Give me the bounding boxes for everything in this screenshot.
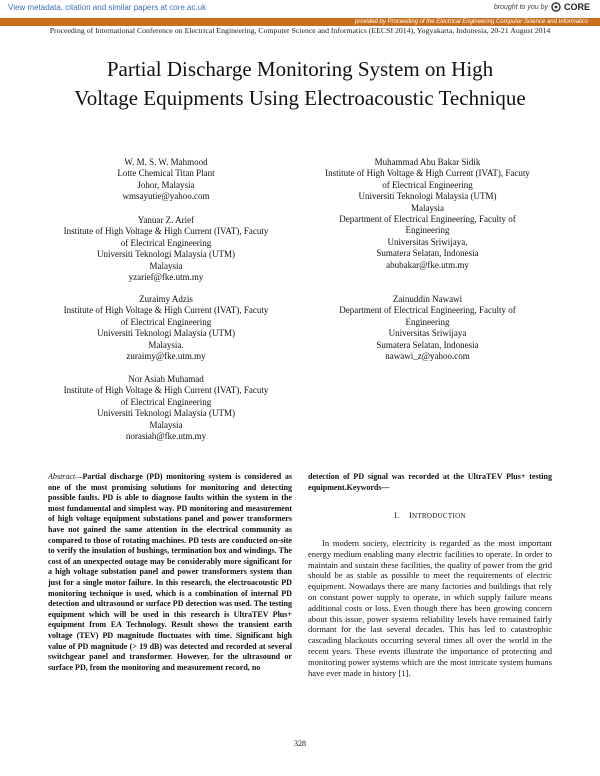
abstract <box>48 472 292 673</box>
author-line: of Electrical Engineering <box>120 237 212 248</box>
section-heading <box>308 511 552 520</box>
author-line: Universiti Teknologi Malaysia (UTM) <box>97 249 235 260</box>
author-line: W. M. S. W. Mahmood <box>124 157 208 167</box>
author-line: Malaysia <box>149 419 183 430</box>
author-line: of Electrical Engineering <box>120 396 212 407</box>
author-line: Institute of High Voltage & High Current (IVAT), Facuty <box>325 168 530 179</box>
core-badge[interactable] <box>494 2 590 12</box>
author-line: of Electrical Engineering <box>382 179 473 190</box>
introduction-paragraph: In modern society, electricity is regarded as the most important energy medium enabling many electric facilities to operate. In order to maintain and sustain these facilities, the quality of power from the grid should be as stable as possible to meet the requirements of electric equipment. Nowadays there are many factories and buildings that rely on constant power supply to operate, in which supply failure means additional costs or loss. Even though there has been growing concern about this issue, power systems reliability levels have remained fairly dormant for the last several decades. This has led to catastrophic cascading blackouts occurring several times all over the world in the recent years. These events illustrate the importance of protecting and monitoring power systems which are the most intricate system humans have ever made in history [1]. <box>308 538 552 678</box>
author-line: Malaysia. <box>148 339 184 350</box>
author-line: abubakar@fke.utm.my <box>386 259 469 270</box>
author-line: Department of Electrical Engineering, Faculty of <box>339 214 516 225</box>
author-line: yzarief@fke.utm.my <box>128 272 204 283</box>
author-line: Sumatera Selatan, Indonesia <box>376 248 479 259</box>
author-line: Institute of High Voltage & High Current (IVAT), Facuty <box>63 305 269 316</box>
brought-by-text: brought to you by <box>493 3 548 11</box>
proceedings-header: Proceeding of International Conference on Electrical Engineering, Computer Science and Informatics (EECSI 2014), Yogyakarta, Indonesia, 20-21 August 2014 <box>49 26 551 35</box>
author-line: Universiti Teknologi Malaysia (UTM) <box>358 191 497 202</box>
author-line: Malaysia <box>411 202 444 213</box>
author-block <box>46 294 286 362</box>
top-bar <box>0 0 600 18</box>
author-line: norasiah@fke.utm.my <box>125 431 207 442</box>
author-line: Universiti Teknologi Malaysia (UTM) <box>97 328 235 339</box>
abstract-body: Partial discharge (PD) monitoring system is considered as one of the most promising solutions for monitoring and detecting possible faults. PD is able to diagnose faults within the system in the most fundamental and simplest way. PD monitoring and measurement of high voltage equipment substations panel and power transformers have not gained the same attention in the electrical community as compared to those of rotating machines. PD tests are conducted on-site to verify the insulation of bushings, termination box and windings. The cost of an unexpected outage may be considerably more significant for a high voltage substation panel and power transformers system than just for a single motor failure. In this research, the electroacoustic PD monitoring technique is used, which is a combination of internal PD detection and ultrasound or surface PD detection was used. The testing equipment which will be used in this research is UltraTEV Plus+ equipment from EA Technology. Result shows the transient earth voltage (TEV) PD magnitude fluctuates with time. Significant high value of PD magnitude (> 19 dB) was detected and recorded at several switchgear panel and transformer. However, for the ultrasound or surface PD, from the monitoring and measurement record, no <box>48 472 292 672</box>
section-number: I. <box>394 511 400 520</box>
author-block <box>46 157 286 203</box>
provided-by-bar <box>0 18 600 26</box>
title-line-1: Partial Discharge Monitoring System on High <box>106 57 494 81</box>
author-line: Muhammad Abu Bakar Sidik <box>374 157 481 167</box>
provided-by-text: provided by Proceeding of the Electrical Engineering Computer Science and Informatics <box>354 19 588 25</box>
section-title-rest: NTRODUCTION <box>411 512 466 520</box>
author-line: Zainuddin Nawawi <box>392 294 463 304</box>
abstract-continuation: detection of PD signal was recorded at the UltraTEV Plus+ testing equipment.Keywords— <box>308 472 552 492</box>
author-line: Nor Asiah Muhamad <box>128 374 204 384</box>
author-line: wmsayutie@yahoo.com <box>122 191 210 202</box>
title-line-2: Voltage Equipments Using Electroacoustic Technique <box>74 86 526 110</box>
metadata-link[interactable]: View metadata, citation and similar papers at core.ac.uk <box>8 3 207 12</box>
author-block <box>300 294 555 362</box>
author-line: Engineering <box>405 316 450 327</box>
author-block <box>46 374 286 442</box>
author-line: of Electrical Engineering <box>120 316 212 327</box>
author-line: zuraimy@fke.utm.my <box>126 351 206 362</box>
author-line: Universiti Teknologi Malaysia (UTM) <box>97 408 235 419</box>
author-line: Johor, Malaysia <box>137 179 195 190</box>
author-line: Department of Electrical Engineering, Faculty of <box>339 305 516 316</box>
core-logo-icon <box>551 2 561 12</box>
paper-title <box>20 55 580 113</box>
author-line: Institute of High Voltage & High Current (IVAT), Facuty <box>63 385 269 396</box>
author-line: Institute of High Voltage & High Current (IVAT), Facuty <box>63 226 269 237</box>
author-line: nawawi_z@yahoo.com <box>385 351 470 362</box>
author-line: Universitas Sriwijaya, <box>387 236 468 247</box>
author-block <box>46 215 286 283</box>
author-line: Engineering <box>405 225 450 236</box>
abstract-lead: Abstract— <box>48 472 83 481</box>
core-logo-text: CORE <box>563 2 590 12</box>
author-line: Malaysia <box>149 260 183 271</box>
author-line: Sumatera Selatan, Indonesia <box>376 339 479 350</box>
author-line: Yanuar Z. Arief <box>137 215 195 225</box>
section-initial: I <box>408 511 412 520</box>
page-number: 328 <box>294 739 306 748</box>
author-line: Universitas Sriwijaya <box>388 328 467 339</box>
author-line: Lotte Chemical Titan Plant <box>117 168 215 179</box>
author-block <box>300 157 555 271</box>
author-line: Zuraimy Adzis <box>139 294 193 304</box>
